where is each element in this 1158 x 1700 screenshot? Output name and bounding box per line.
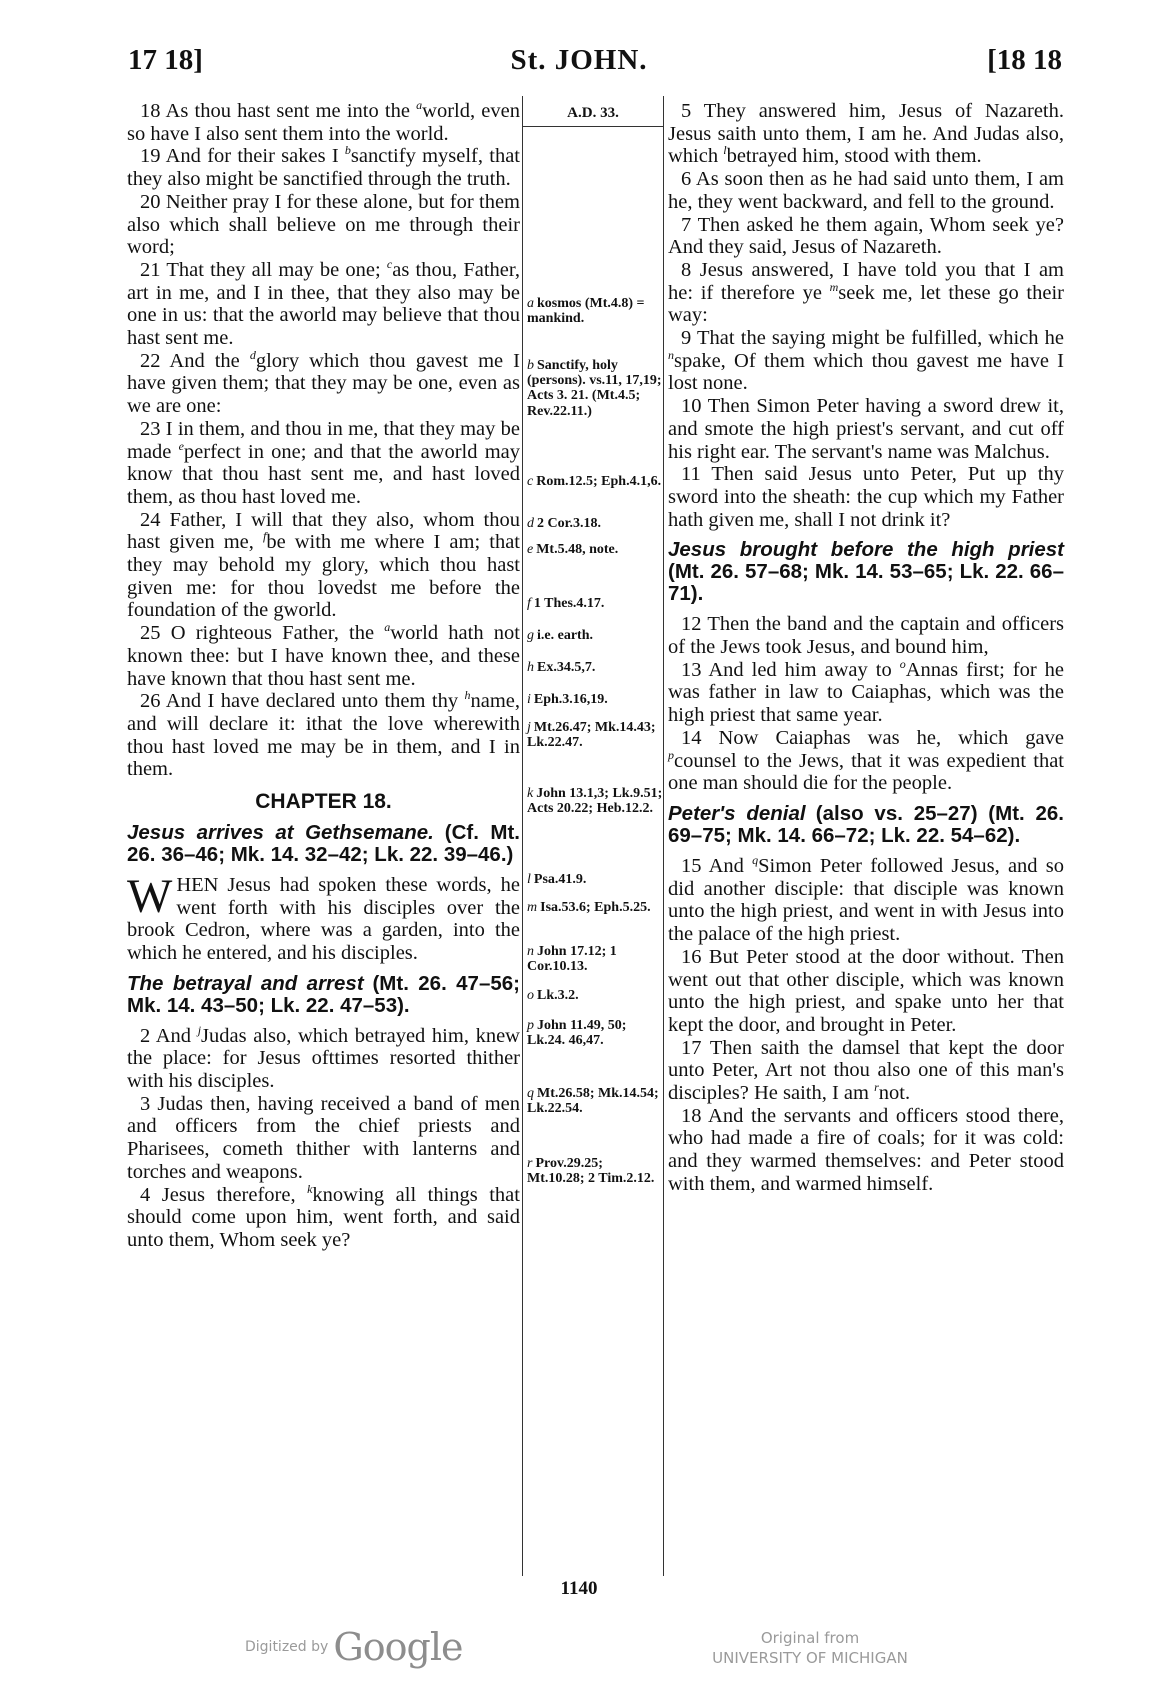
- verse-text: 18 As thou hast sent me into the: [140, 100, 417, 122]
- reference-mark: m: [829, 279, 839, 294]
- cross-reference-note: [527, 720, 663, 750]
- original-source: [690, 1628, 930, 1668]
- verse-text: 17 Then saith the damsel that kept the door unto Peter, Art not thou also one of this man's disciples? He saith, I am: [668, 1036, 1064, 1105]
- verse-text: world hath not known thee: but I have known thee, and these have known that thou hast sent me.: [127, 622, 520, 690]
- left-text-column: [127, 100, 520, 1252]
- verse-text: 4 Jesus therefore,: [140, 1183, 308, 1206]
- verse-text: 10 Then Simon Peter having a sword drew it, and smote the high priest's servant, and cut off his right ear. The servant's name was Malchus.: [668, 395, 1064, 463]
- university-label: UNIVERSITY OF MICHIGAN: [712, 1649, 908, 1667]
- original-from-label: Original from: [760, 1629, 860, 1647]
- note-key: n: [527, 944, 534, 959]
- verse-text: 19 And for their sakes I: [140, 145, 345, 168]
- note-text: Prov.29.25; Mt.10.28; 2 Tim.2.12.: [527, 1156, 655, 1187]
- reference-mark: h: [464, 688, 471, 703]
- verse-text: 22 And the: [140, 349, 250, 372]
- verse-text: 15 And: [681, 854, 753, 877]
- cross-reference-note: [527, 944, 663, 974]
- note-text: John 13.1,3; Lk.9.51; Acts 20.22; Heb.12.2.: [527, 786, 663, 817]
- verse: [668, 855, 1064, 946]
- note-key: i: [527, 692, 531, 707]
- cross-reference-note: [527, 1018, 663, 1048]
- section-heading-high-priest: [668, 539, 1064, 605]
- verse-text: spake, Of them which thou gavest me have I lost none.: [668, 349, 1064, 395]
- note-key: o: [527, 988, 534, 1003]
- verse: [127, 347, 521, 418]
- note-key: l: [527, 872, 531, 887]
- era-label: A.D. 33.: [523, 96, 663, 127]
- verse-text: 8 Jesus answered, I have told you that I am he: if therefore ye: [668, 258, 1064, 304]
- cross-reference-note: [527, 1156, 663, 1186]
- reference-mark: c: [386, 257, 393, 272]
- verse: [668, 168, 1064, 213]
- note-key: h: [527, 660, 534, 675]
- verse: [127, 1181, 520, 1252]
- cross-reference-note: [527, 516, 663, 531]
- reference-mark: q: [752, 853, 759, 868]
- note-text: Sanctify, holy (persons). vs.11, 17,19; Acts 3. 21. (Mt.4.5; Rev.22.11.): [527, 358, 662, 419]
- cross-reference-note: [527, 474, 663, 489]
- cross-reference-note: [527, 296, 663, 326]
- verses-15-18: [668, 855, 1064, 1196]
- verse: [127, 191, 520, 259]
- cross-reference-note: [527, 542, 663, 557]
- verse: [668, 463, 1064, 531]
- verse-text: Annas first; for he was father in law to Caiaphas, which was the high priest that same year.: [668, 658, 1064, 727]
- cross-reference-note: [527, 596, 663, 611]
- verse: [668, 1105, 1064, 1196]
- verse-text: perfect in one; and that the aworld may know that thou hast sent me, and hast loved them, as thou hast loved me.: [127, 440, 520, 508]
- verse: [668, 259, 1064, 327]
- verse-text: as thou, Father, art in me, and I in thee, that they also may be one in us: that the aworld may believe that thou hast sent me.: [127, 258, 520, 350]
- note-key: e: [527, 542, 534, 557]
- verse: [668, 656, 1064, 727]
- verse-text: betrayed him, stood with them.: [726, 145, 982, 168]
- reference-mark: d: [249, 347, 256, 362]
- reference-mark: e: [178, 438, 184, 453]
- note-key: q: [527, 1086, 534, 1101]
- note-text: 1 Thes.4.17.: [533, 596, 605, 611]
- note-text: i.e. earth.: [537, 628, 593, 643]
- verse-text: seek me, let these go their way:: [668, 281, 1064, 327]
- verse: [127, 418, 520, 509]
- note-key: b: [527, 358, 534, 373]
- note-key: m: [527, 900, 538, 915]
- note-key: k: [527, 786, 534, 801]
- cross-reference-note: [527, 872, 663, 887]
- section-title: Peter's denial: [668, 801, 806, 825]
- verse: [127, 145, 520, 190]
- note-text: John 17.12; 1 Cor.10.13.: [527, 944, 617, 975]
- verse: [668, 100, 1064, 168]
- verse-text: 23 I in them, and thou in me, that they may be made: [127, 417, 520, 463]
- verse-text: knowing all things that should come upon him, went forth, and said unto them, Whom seek ye?: [127, 1183, 520, 1251]
- note-key: p: [527, 1018, 534, 1033]
- column-rule-left: [522, 96, 523, 1576]
- verse-text: HEN Jesus had spoken these words, he went forth with his disciples over the brook Cedron, where was a garden, into the which he entered, and his disciples.: [127, 873, 520, 964]
- running-head-title: St. JOHN.: [510, 44, 648, 76]
- note-text: Psa.41.9.: [533, 872, 587, 887]
- note-text: Eph.3.16,19.: [533, 692, 608, 707]
- verse: [668, 1037, 1064, 1105]
- drop-cap: W: [127, 869, 173, 923]
- verse: [127, 1093, 520, 1184]
- verse-text: 26 And I have declared unto them thy: [140, 690, 465, 713]
- running-head-left: 17 18]: [128, 44, 203, 76]
- digitized-label: Digitized by: [245, 1639, 329, 1655]
- note-key: g: [527, 628, 534, 643]
- verses-ch18-left: [127, 1022, 520, 1252]
- chapter-heading: CHAPTER 18.: [255, 790, 392, 814]
- cross-reference-note: [527, 692, 663, 707]
- section-title: The betrayal and arrest: [127, 971, 364, 995]
- verse-18-1: [127, 869, 520, 965]
- cross-reference-note: [527, 358, 663, 419]
- verse-text: glory which thou gavest me I have given them; that they may be one, even as we are one:: [127, 349, 521, 418]
- note-key: f: [527, 596, 531, 611]
- section-refs: (also vs. 25–27) (Mt. 26. 69–75; Mk. 14. 66–72; Lk. 22. 54–62).: [668, 801, 1065, 847]
- reference-mark: j: [197, 1022, 202, 1037]
- verse: [127, 622, 520, 690]
- verse-text: be with me where I am; that they may behold my glory, which thou hast given me: for thou lovedst me before the foundation of the gworld.: [127, 531, 520, 622]
- verse-text: 13 And led him away to: [681, 658, 900, 681]
- cross-reference-note: [527, 1086, 663, 1116]
- verse-text: sanctify myself, that they also might be sanctified through the truth.: [127, 145, 520, 191]
- reference-mark: a: [416, 98, 423, 113]
- verse-text: 11 Then said Jesus unto Peter, Put up thy sword into the sheath: the cup which my Father hath given me, shall I not drink it?: [668, 463, 1064, 531]
- verse-text: world, even so have I also sent them into the world.: [127, 100, 520, 145]
- section-title: Jesus brought before the high priest: [668, 538, 1064, 562]
- verse: [127, 100, 520, 145]
- verse-text: 14 Now Caiaphas was he, which gave: [681, 726, 1064, 749]
- cross-reference-note: [527, 628, 663, 643]
- note-key: j: [527, 720, 531, 735]
- section-refs: (Cf. Mt. 26. 36–46; Mk. 14. 32–42; Lk. 22. 39–46.): [127, 820, 520, 866]
- verse: [668, 395, 1064, 463]
- digitized-by-google: [245, 1625, 462, 1669]
- cross-reference-note: [527, 900, 663, 915]
- verse: [127, 1022, 520, 1093]
- verse-text: 9 That the saying might be fulfilled, which he: [681, 327, 1064, 350]
- reference-mark: o: [899, 656, 906, 671]
- verse: [127, 259, 520, 350]
- reference-mark: p: [668, 747, 674, 762]
- reference-mark: a: [384, 620, 391, 635]
- reference-mark: b: [344, 143, 351, 158]
- section-refs: (Mt. 26. 57–68; Mk. 14. 53–65; Lk. 22. 66–71).: [668, 560, 1064, 606]
- reference-column: [523, 96, 663, 1187]
- cross-reference-note: [527, 988, 663, 1003]
- note-key: c: [527, 474, 534, 489]
- cross-reference-note: [527, 786, 663, 816]
- verse-text: 12 Then the band and the captain and officers of the Jews took Jesus, and bound him,: [668, 613, 1064, 659]
- reference-mark: r: [874, 1080, 879, 1095]
- note-text: Mt.26.58; Mk.14.54; Lk.22.54.: [527, 1086, 659, 1117]
- note-text: Lk.3.2.: [537, 988, 579, 1003]
- verse-text: 16 But Peter stood at the door without. Then went out that other disciple, which was known unto the high priest, and spake unto her that kept the door, and brought in Peter.: [668, 945, 1064, 1036]
- verse: [668, 727, 1064, 795]
- note-text: Mt.26.47; Mk.14.43; Lk.22.47.: [527, 720, 656, 751]
- note-key: r: [527, 1156, 533, 1171]
- note-text: Mt.5.48, note.: [536, 542, 619, 557]
- verse: [668, 214, 1064, 259]
- note-text: John 11.49, 50; Lk.24. 46,47.: [527, 1018, 627, 1049]
- verse-text: 18 And the servants and officers stood there, who had made a fire of coals; for it was cold: and they warmed themselves: and Peter stood with them, and warmed himself.: [668, 1104, 1064, 1195]
- google-logo: Google: [333, 1625, 463, 1669]
- note-text: 2 Cor.3.18.: [537, 516, 602, 531]
- verse: [668, 613, 1064, 658]
- section-heading-peters-denial: [668, 803, 1064, 847]
- verse-text: not.: [878, 1082, 911, 1105]
- verses-ch17: [127, 100, 520, 781]
- reference-mark: k: [307, 1181, 313, 1196]
- note-text: Rom.12.5; Eph.4.1,6.: [536, 474, 662, 489]
- note-key: d: [527, 516, 534, 531]
- section-title: Jesus arrives at Gethsemane.: [127, 820, 434, 844]
- verse-text: 3 Judas then, having received a band of men and officers from the chief priests and Pharisees, cometh thither with lanterns and torches and weapons.: [127, 1092, 520, 1183]
- verse-text: 21 That they all may be one;: [140, 258, 387, 281]
- verses-12-14: [668, 613, 1064, 795]
- note-text: Ex.34.5,7.: [537, 660, 596, 675]
- note-key: a: [527, 296, 534, 311]
- reference-mark: l: [723, 143, 727, 158]
- verse-text: 5 They answered him, Jesus of Nazareth. Jesus saith unto them, I am he. And Judas also, which: [668, 100, 1064, 168]
- cross-reference-note: [527, 660, 663, 675]
- verse-text: 2 And: [140, 1024, 198, 1047]
- running-head-right: [18 18: [987, 44, 1062, 76]
- verse: [668, 946, 1064, 1037]
- section-refs: (Mt. 26. 47–56; Mk. 14. 43–50; Lk. 22. 47–53).: [127, 971, 520, 1017]
- verse-text: counsel to the Jews, that it was expedient that one man should die for the people.: [668, 749, 1064, 795]
- verse-text: 6 As soon then as he had said unto them, I am he, they went backward, and fell to the ground.: [668, 168, 1064, 213]
- verse: [127, 690, 520, 781]
- verse-text: 7 Then asked he them again, Whom seek ye? And they said, Jesus of Nazareth.: [668, 213, 1064, 259]
- verse-text: name, and will declare it: ithat the love wherewith thou hast loved me may be in them, and I in them.: [127, 690, 520, 781]
- verse-text: 24 Father, I will that they also, whom thou hast given me,: [127, 508, 520, 554]
- section-heading-betrayal: [127, 973, 520, 1017]
- verse-text: Simon Peter followed Jesus, and so did another disciple: that disciple was known unto the high priest, and went in with Jesus into the palace of the high priest.: [668, 854, 1064, 946]
- reference-mark: n: [668, 347, 674, 362]
- note-text: Isa.53.6; Eph.5.25.: [540, 900, 651, 915]
- verses-5-11: [668, 100, 1064, 531]
- page-number: 1140: [560, 1578, 598, 1599]
- reference-mark: f: [262, 529, 267, 544]
- section-heading-gethsemane: [127, 822, 520, 866]
- verse-text: 20 Neither pray I for these alone, but for them also which shall believe on me through their word;: [127, 190, 520, 259]
- verse-text: 25 O righteous Father, the: [140, 622, 385, 645]
- note-text: kosmos (Mt.4.8) = mankind.: [527, 296, 645, 327]
- verse: [127, 509, 520, 623]
- verse-text: Judas also, which betrayed him, knew the place: for Jesus ofttimes resorted thither with his disciples.: [127, 1024, 520, 1093]
- verse: [668, 327, 1064, 395]
- right-text-column: [668, 100, 1064, 1196]
- column-rule-right: [663, 96, 664, 1576]
